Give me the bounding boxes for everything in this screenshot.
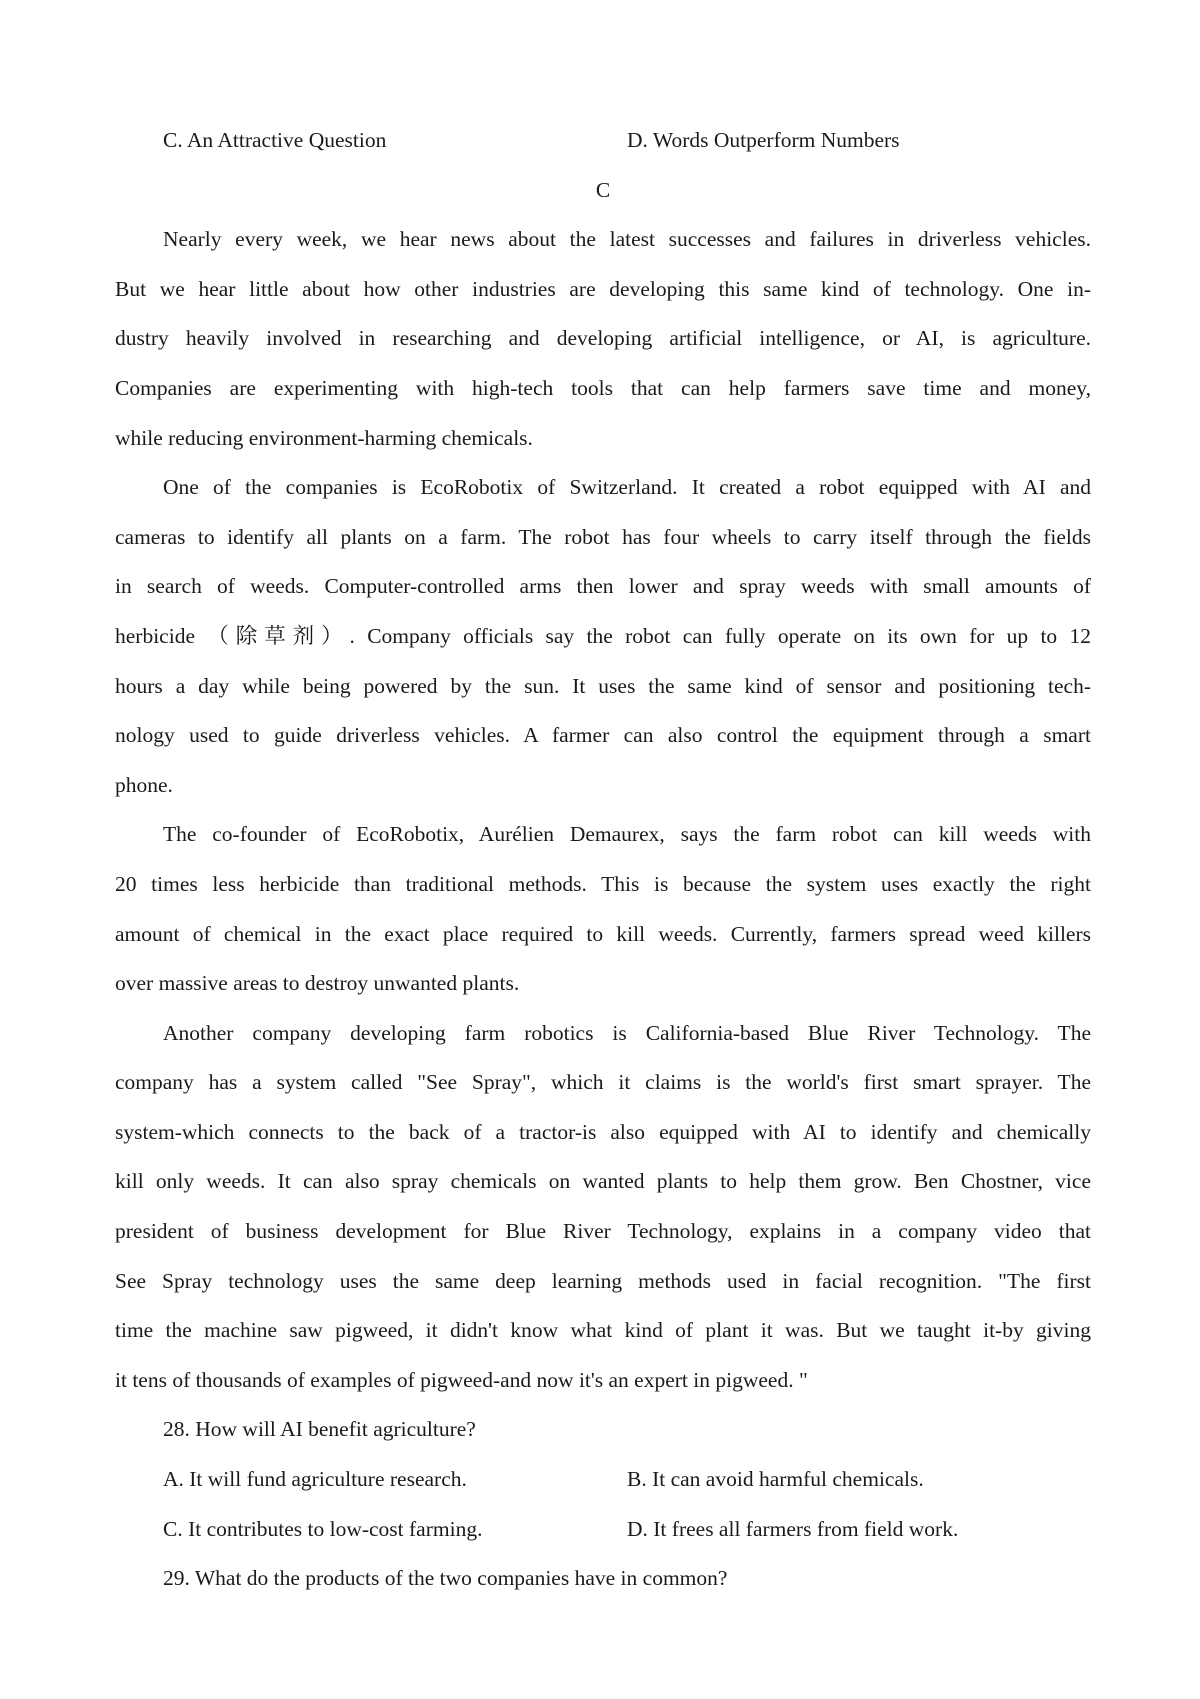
- option-row: [115, 1455, 1091, 1505]
- paragraph-line: it tens of thousands of examples of pigweed-and now it's an expert in pigweed. ": [115, 1367, 808, 1392]
- passage: [115, 215, 1091, 1405]
- option-row: [115, 1505, 1091, 1555]
- paragraph-line: over massive areas to destroy unwanted plants.: [115, 971, 520, 996]
- paragraph-line: in search of weeds. Computer-controlled arms then lower and spray weeds with small amounts of: [115, 574, 1091, 599]
- paragraph-line: kill only weeds. It can also spray chemicals on wanted plants to help them grow. Ben Chostner, vice: [115, 1169, 1091, 1194]
- answer-option: D. It frees all farmers from field work.: [627, 1516, 959, 1541]
- previous-question-options: [115, 116, 1091, 166]
- question-stem: 28. How will AI benefit agriculture?: [163, 1417, 476, 1442]
- paragraph-line: Companies are experimenting with high-tech tools that can help farmers save time and money,: [115, 375, 1091, 400]
- paragraph-line: dustry heavily involved in researching and developing artificial intelligence, or AI, is agriculture.: [115, 326, 1091, 351]
- section-label: C: [595, 177, 611, 202]
- paragraph-line: See Spray technology uses the same deep learning methods used in facial recognition. "The first: [115, 1268, 1091, 1293]
- paragraph-line: 20 times less herbicide than traditional methods. This is because the system uses exactly the right: [115, 871, 1091, 896]
- paragraph-line: cameras to identify all plants on a farm. The robot has four wheels to carry itself through the fields: [115, 524, 1091, 549]
- paragraph-line: while reducing environment-harming chemicals.: [115, 425, 533, 450]
- document-page: [115, 116, 1091, 1604]
- paragraph-line: company has a system called "See Spray", which it claims is the world's first smart sprayer. The: [115, 1070, 1091, 1095]
- paragraph-line: time the machine saw pigweed, it didn't know what kind of plant it was. But we taught it-by giving: [115, 1318, 1091, 1343]
- answer-option: B. It can avoid harmful chemicals.: [627, 1467, 924, 1492]
- paragraph-line: The co-founder of EcoRobotix, Aurélien Demaurex, says the farm robot can kill weeds with: [163, 822, 1091, 847]
- paragraph-line: Another company developing farm robotics is California-based Blue River Technology. The: [163, 1020, 1091, 1045]
- paragraph-line: Nearly every week, we hear news about the latest successes and failures in driverless vehicles.: [163, 227, 1091, 252]
- paragraph-line: amount of chemical in the exact place required to kill weeds. Currently, farmers spread weed killers: [115, 921, 1091, 946]
- paragraph-line: But we hear little about how other industries are developing this same kind of technology. One in-: [115, 276, 1091, 301]
- paragraph-line: One of the companies is EcoRobotix of Switzerland. It created a robot equipped with AI and: [163, 475, 1091, 500]
- question-stem: 29. What do the products of the two companies have in common?: [163, 1566, 728, 1591]
- answer-option: C. It contributes to low-cost farming.: [163, 1516, 483, 1541]
- paragraph-line: herbicide （除草剂）. Company officials say the robot can fully operate on its own for up to 12: [115, 623, 1091, 648]
- option-d: D. Words Outperform Numbers: [627, 128, 900, 152]
- paragraph-line: phone.: [115, 772, 173, 797]
- paragraph-line: hours a day while being powered by the sun. It uses the same kind of sensor and positioning tech-: [115, 673, 1091, 698]
- paragraph-line: nology used to guide driverless vehicles. A farmer can also control the equipment through a smart: [115, 723, 1091, 748]
- answer-option: A. It will fund agriculture research.: [163, 1467, 467, 1492]
- questions: [115, 1405, 1091, 1603]
- paragraph-line: system-which connects to the back of a tractor-is also equipped with AI to identify and chemically: [115, 1119, 1091, 1144]
- option-c: C. An Attractive Question: [163, 128, 387, 152]
- paragraph-line: president of business development for Blue River Technology, explains in a company video that: [115, 1219, 1091, 1244]
